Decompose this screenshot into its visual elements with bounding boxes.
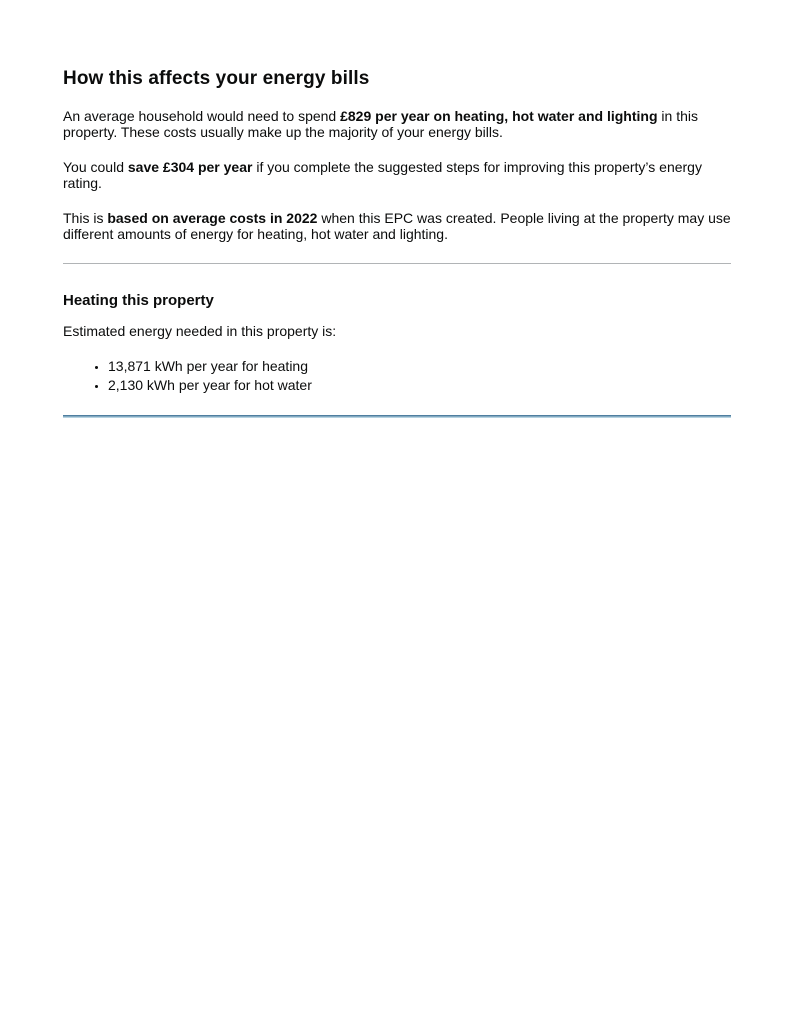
- emphasis-text: £829 per year on heating, hot water and lighting: [340, 108, 658, 124]
- body-paragraph: [63, 210, 731, 242]
- energy-needs-list: [63, 358, 731, 393]
- section-energy-bills: [63, 69, 731, 242]
- plain-text: in this property. These costs usually make up the majority of your energy bills.: [63, 108, 698, 140]
- section-divider-grey: [63, 263, 731, 264]
- emphasis-text: save £304 per year: [127, 159, 253, 175]
- heating-intro-text: Estimated energy needed in this property is:: [63, 323, 337, 339]
- plain-text: This is: [63, 210, 108, 226]
- emphasis-text: based on average costs in 2022: [107, 210, 318, 226]
- section-heating: [63, 293, 731, 393]
- plain-text: You could: [63, 159, 128, 175]
- plain-text: if you complete the suggested steps for improving this property’s energy rating.: [63, 159, 702, 191]
- energy-bills-paragraphs: [63, 108, 731, 242]
- plain-text: An average household would need to spend: [63, 108, 341, 124]
- energy-need-item: • 13,871 kWh per year for heating: [108, 358, 731, 374]
- section-divider-accent: [63, 415, 731, 418]
- body-paragraph: [63, 159, 731, 191]
- body-paragraph: [63, 108, 731, 140]
- energy-need-item: • 2,130 kWh per year for hot water: [108, 377, 731, 393]
- energy-bills-heading: How this affects your energy bills: [63, 68, 370, 89]
- plain-text: when this EPC was created. People living at the property may use different amounts of energy for heating, hot water and lighting.: [63, 210, 731, 242]
- heating-heading: Heating this property: [63, 292, 214, 309]
